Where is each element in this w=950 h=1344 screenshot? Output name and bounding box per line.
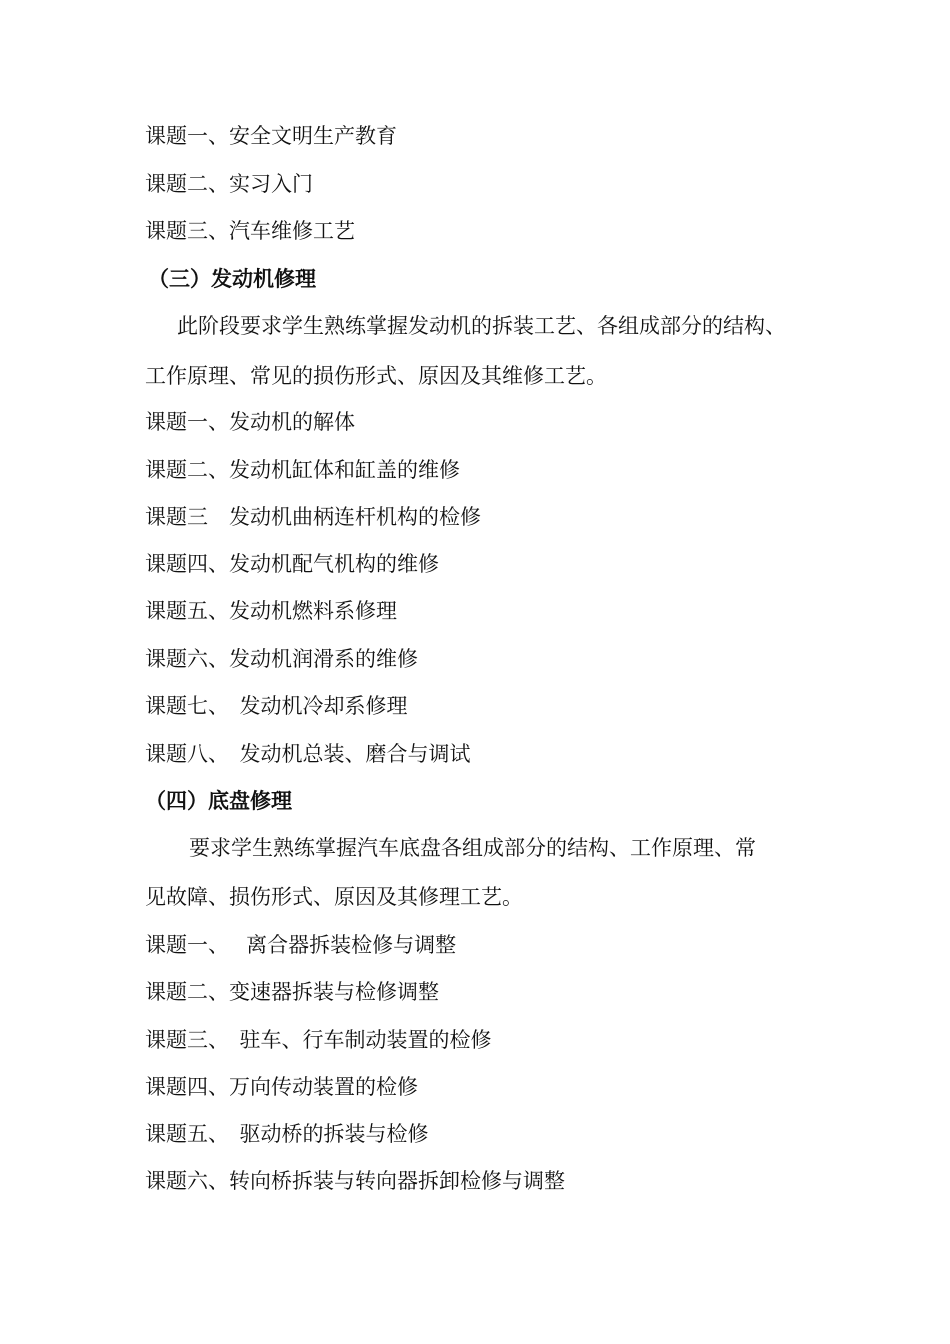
topic-item: 课题一、安全文明生产教育: [145, 124, 397, 148]
topic-item: 课题一、发动机的解体: [145, 410, 355, 434]
section-heading-chassis-repair: （四）底盘修理: [145, 789, 292, 813]
topic-item: 课题三、汽车维修工艺: [145, 219, 355, 243]
topic-item: 课题三 发动机曲柄连杆机构的检修: [145, 505, 481, 529]
section-description-line: 工作原理、常见的损伤形式、原因及其维修工艺。: [145, 364, 607, 388]
topic-item: 课题四、万向传动装置的检修: [145, 1075, 418, 1099]
topic-item: 课题五、 驱动桥的拆装与检修: [145, 1122, 429, 1146]
section-description-line: 要求学生熟练掌握汽车底盘各组成部分的结构、工作原理、常: [189, 836, 756, 860]
topic-item: 课题七、 发动机冷却系修理: [145, 694, 408, 718]
section-heading-engine-repair: （三）发动机修理: [148, 267, 316, 291]
section-description-line: 见故障、损伤形式、原因及其修理工艺。: [145, 885, 523, 909]
topic-item: 课题八、 发动机总装、磨合与调试: [145, 742, 471, 766]
topic-item: 课题六、转向桥拆装与转向器拆卸检修与调整: [145, 1169, 565, 1193]
topic-item: 课题二、实习入门: [145, 172, 313, 196]
section-description-line: 此阶段要求学生熟练掌握发动机的拆装工艺、各组成部分的结构、: [177, 314, 786, 338]
topic-item: 课题四、发动机配气机构的维修: [145, 552, 439, 576]
topic-item: 课题一、 离合器拆装检修与调整: [145, 933, 457, 957]
topic-item: 课题六、发动机润滑系的维修: [145, 647, 418, 671]
topic-item: 课题二、变速器拆装与检修调整: [145, 980, 439, 1004]
topic-item: 课题二、发动机缸体和缸盖的维修: [145, 458, 460, 482]
topic-item: 课题五、发动机燃料系修理: [145, 599, 397, 623]
topic-item: 课题三、 驻车、行车制动装置的检修: [145, 1028, 492, 1052]
